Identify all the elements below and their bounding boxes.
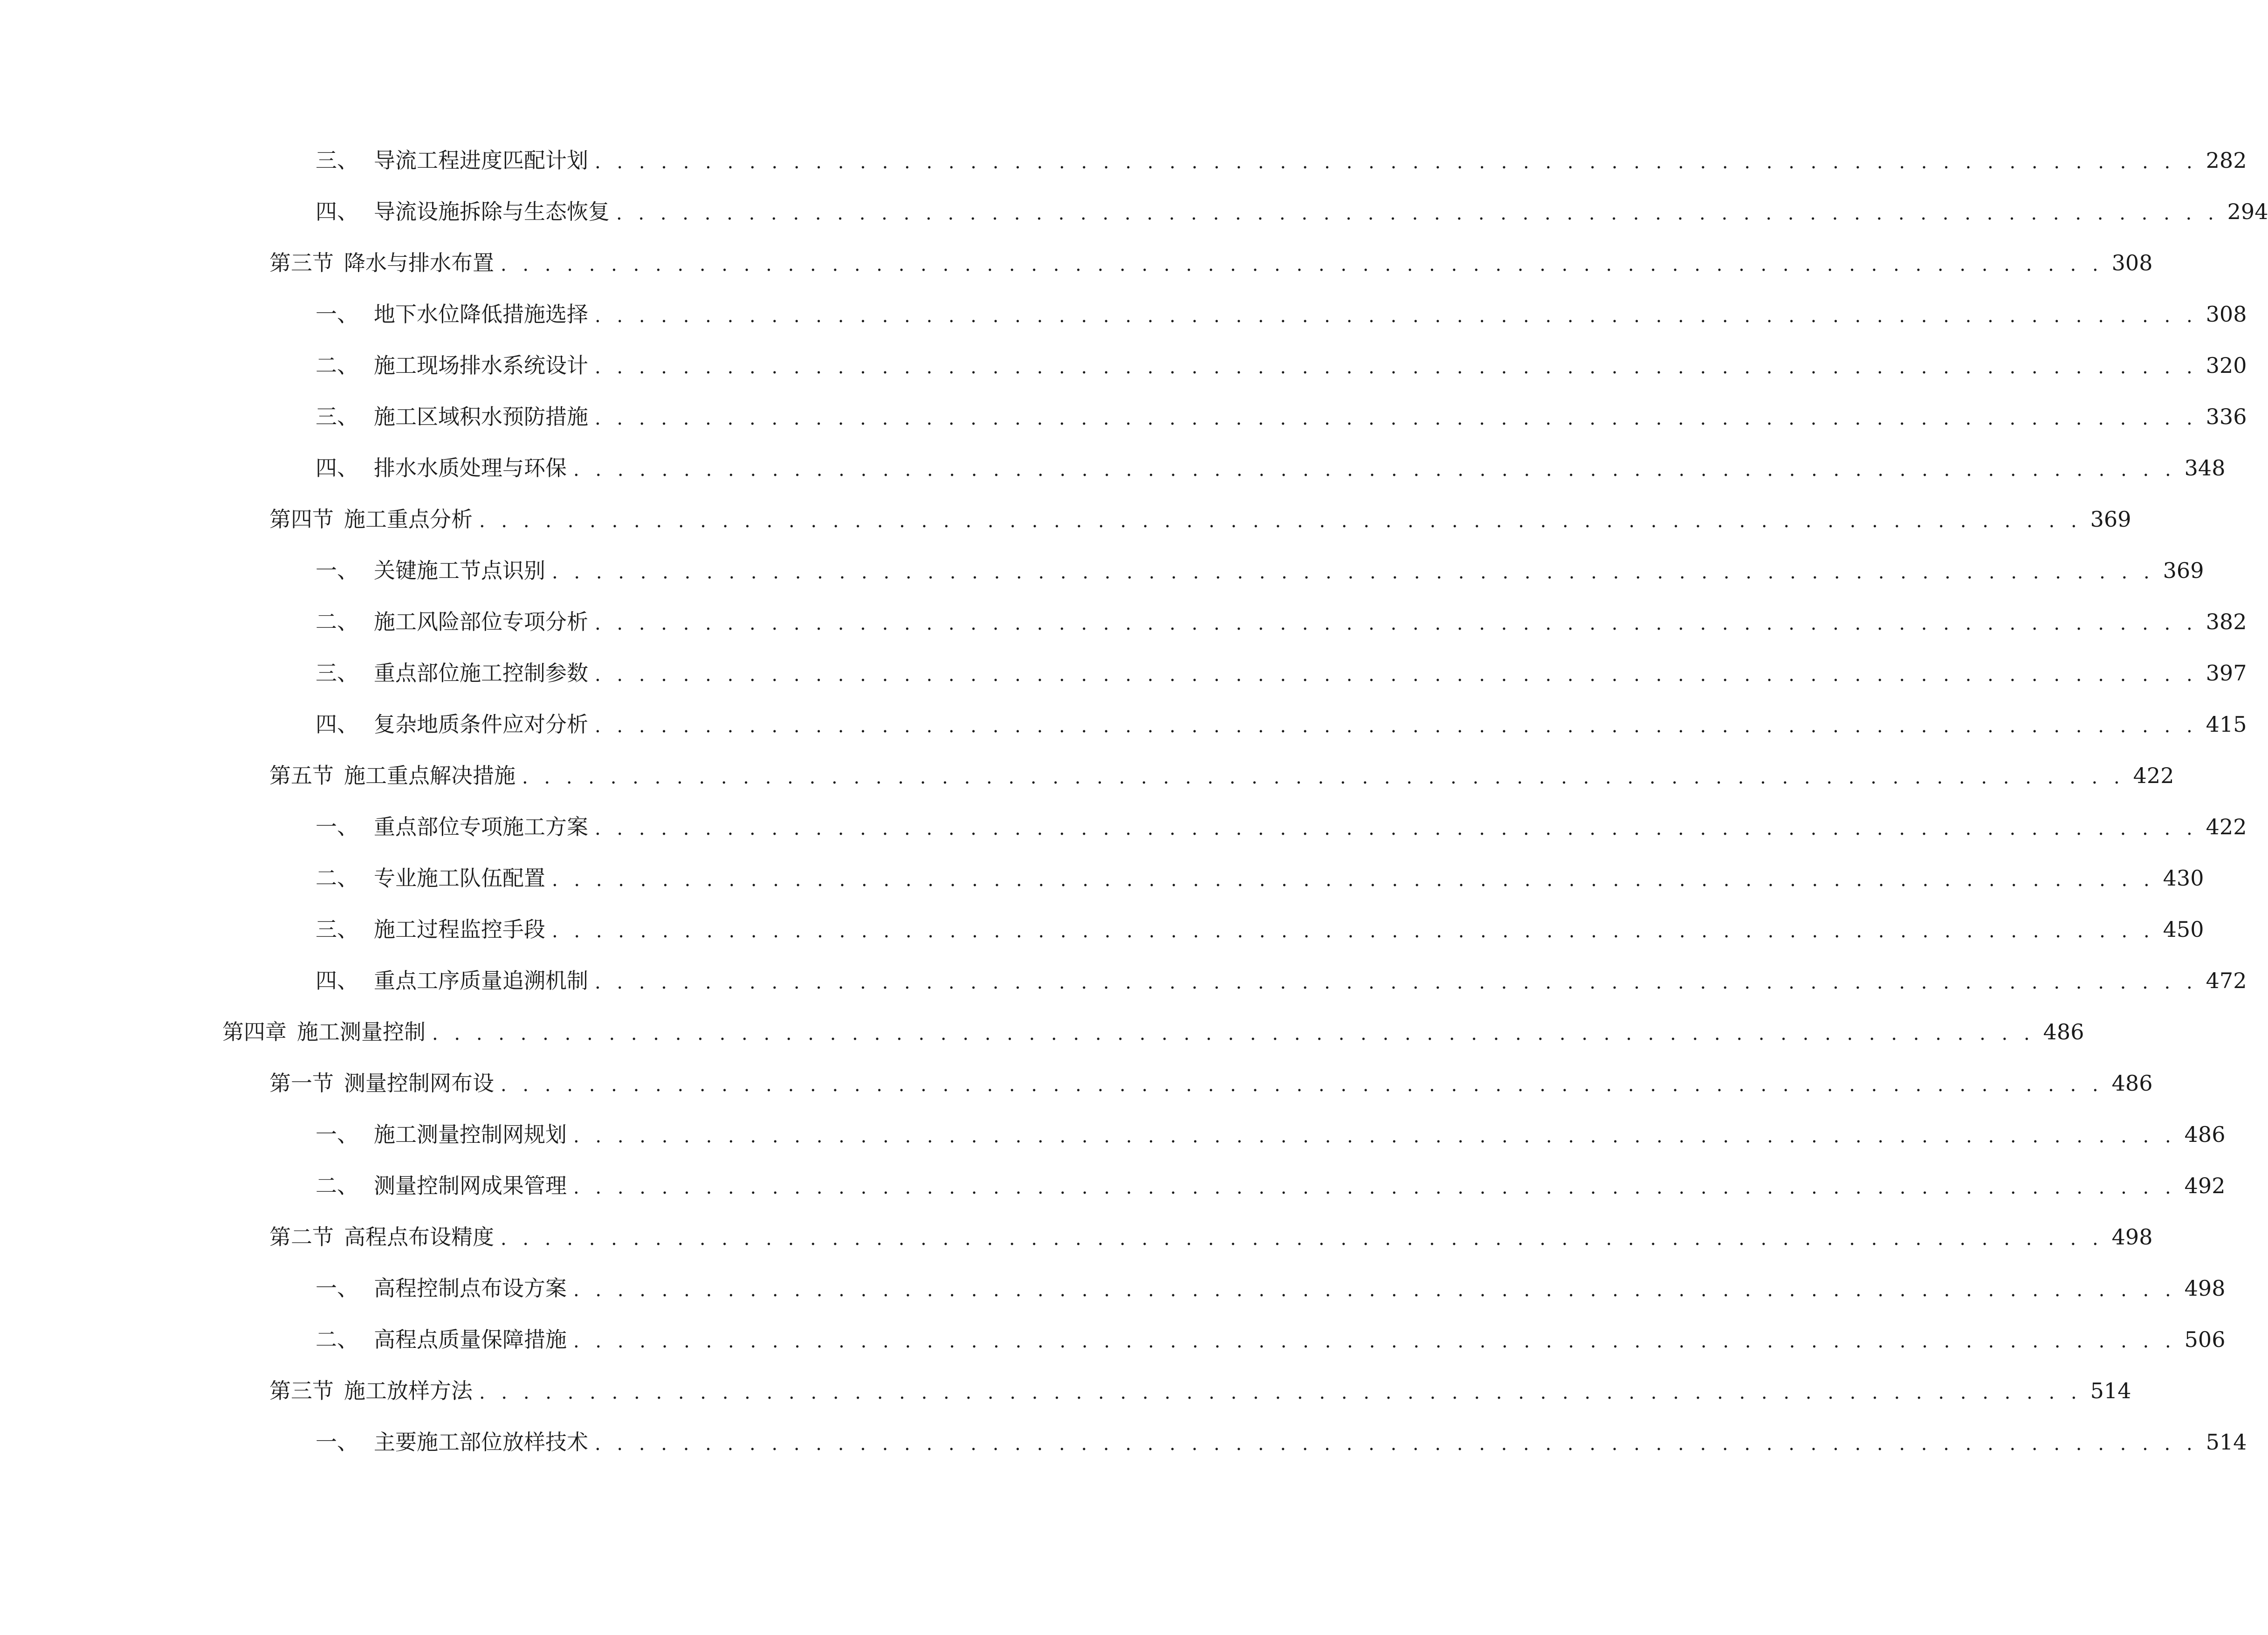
toc-entry[interactable] — [0, 904, 2204, 955]
dot-leader: . . . . . . . . . . . . . . . . . . . . . . . . . . . . . . . . . . . . . . . . . . . . . . . . . . . . . . . . . . . . . . . . . . . . . . . . . — [552, 869, 2155, 891]
table-of-contents — [0, 135, 2268, 1468]
toc-entry-title: 复杂地质条件应对分析 — [374, 712, 588, 737]
toc-entry-title: 导流设施拆除与生态恢复 — [374, 199, 610, 224]
toc-entry-page-number: 308 — [2111, 250, 2153, 275]
toc-entry-text — [269, 252, 494, 274]
dot-leader: . . . . . . . . . . . . . . . . . . . . . . . . . . . . . . . . . . . . . . . . . . . . . . . . . . . . . . . . . . . . . . . . . . . . . . . . . — [501, 1074, 2103, 1096]
toc-entry-text — [316, 150, 588, 171]
dot-leader: . . . . . . . . . . . . . . . . . . . . . . . . . . . . . . . . . . . . . . . . . . . . . . . . . . . . . . . . . . . . . . . . . . . . . . . . . — [552, 921, 2155, 942]
toc-entry-text — [316, 1329, 567, 1350]
toc-entry-page-number: 415 — [2206, 712, 2247, 737]
toc-entry-title: 重点部位施工控制参数 — [374, 660, 588, 686]
toc-entry-title: 施工重点分析 — [344, 507, 473, 532]
toc-entry-title: 高程点质量保障措施 — [374, 1327, 567, 1352]
dot-leader: . . . . . . . . . . . . . . . . . . . . . . . . . . . . . . . . . . . . . . . . . . . . . . . . . . . . . . . . . . . . . . . . . . . . . . . . . — [573, 1279, 2176, 1301]
toc-entry-text — [316, 1124, 567, 1145]
toc-entry[interactable] — [0, 955, 2247, 1006]
toc-entry-page-number: 430 — [2163, 866, 2204, 891]
toc-entry-number: 一、 — [316, 1276, 358, 1301]
toc-entry-text — [316, 970, 588, 991]
toc-entry[interactable] — [0, 289, 2247, 340]
toc-entry-number: 三、 — [316, 917, 358, 942]
toc-entry-page-number: 506 — [2184, 1327, 2226, 1352]
dot-leader: . . . . . . . . . . . . . . . . . . . . . . . . . . . . . . . . . . . . . . . . . . . . . . . . . . . . . . . . . . . . . . . . . . . . . . . . . — [595, 664, 2198, 686]
toc-entry-text — [316, 355, 588, 376]
toc-entry-text — [316, 201, 610, 222]
toc-entry[interactable] — [0, 1211, 2153, 1263]
toc-entry-page-number: 498 — [2111, 1224, 2153, 1250]
dot-leader: . . . . . . . . . . . . . . . . . . . . . . . . . . . . . . . . . . . . . . . . . . . . . . . . . . . . . . . . . . . . . . . . . . . . . . . . . — [595, 408, 2198, 429]
toc-entry[interactable] — [0, 1109, 2226, 1160]
toc-entry[interactable] — [0, 494, 2131, 545]
toc-entry-number: 第三节 — [269, 1378, 334, 1403]
toc-entry-title: 施工放样方法 — [344, 1378, 473, 1403]
dot-leader: . . . . . . . . . . . . . . . . . . . . . . . . . . . . . . . . . . . . . . . . . . . . . . . . . . . . . . . . . . . . . . . . . . . . . . . . . — [573, 459, 2176, 481]
toc-entry-text — [316, 919, 545, 940]
toc-entry-page-number: 308 — [2206, 302, 2247, 327]
toc-entry-title: 施工测量控制 — [297, 1019, 426, 1044]
toc-entry-page-number: 348 — [2184, 455, 2226, 481]
dot-leader: . . . . . . . . . . . . . . . . . . . . . . . . . . . . . . . . . . . . . . . . . . . . . . . . . . . . . . . . . . . . . . . . . . . . . . . . . — [616, 203, 2219, 224]
dot-leader: . . . . . . . . . . . . . . . . . . . . . . . . . . . . . . . . . . . . . . . . . . . . . . . . . . . . . . . . . . . . . . . . . . . . . . . . . — [479, 1382, 2082, 1403]
dot-leader: . . . . . . . . . . . . . . . . . . . . . . . . . . . . . . . . . . . . . . . . . . . . . . . . . . . . . . . . . . . . . . . . . . . . . . . . . — [595, 715, 2198, 737]
toc-entry-title: 关键施工节点识别 — [374, 558, 545, 583]
toc-entry-text — [316, 1175, 567, 1196]
toc-entry-number: 第四节 — [269, 507, 334, 532]
toc-entry-page-number: 294 — [2227, 199, 2268, 224]
dot-leader: . . . . . . . . . . . . . . . . . . . . . . . . . . . . . . . . . . . . . . . . . . . . . . . . . . . . . . . . . . . . . . . . . . . . . . . . . — [552, 562, 2155, 583]
toc-entry-text — [316, 1278, 567, 1299]
toc-entry[interactable] — [0, 1058, 2153, 1109]
toc-entry-page-number: 498 — [2184, 1276, 2226, 1301]
toc-entry-title: 地下水位降低措施选择 — [374, 302, 588, 327]
toc-entry-number: 一、 — [316, 1122, 358, 1147]
toc-entry[interactable] — [0, 237, 2153, 289]
toc-entry-text — [316, 662, 588, 684]
toc-entry[interactable] — [0, 1160, 2226, 1211]
toc-entry-title: 施工区域积水预防措施 — [374, 404, 588, 429]
toc-entry-number: 第五节 — [269, 763, 334, 788]
dot-leader: . . . . . . . . . . . . . . . . . . . . . . . . . . . . . . . . . . . . . . . . . . . . . . . . . . . . . . . . . . . . . . . . . . . . . . . . . — [479, 510, 2082, 532]
dot-leader: . . . . . . . . . . . . . . . . . . . . . . . . . . . . . . . . . . . . . . . . . . . . . . . . . . . . . . . . . . . . . . . . . . . . . . . . . — [595, 305, 2198, 327]
dot-leader: . . . . . . . . . . . . . . . . . . . . . . . . . . . . . . . . . . . . . . . . . . . . . . . . . . . . . . . . . . . . . . . . . . . . . . . . . — [501, 1228, 2103, 1250]
dot-leader: . . . . . . . . . . . . . . . . . . . . . . . . . . . . . . . . . . . . . . . . . . . . . . . . . . . . . . . . . . . . . . . . . . . . . . . . . — [595, 972, 2198, 993]
toc-entry[interactable] — [0, 1416, 2247, 1468]
toc-entry-number: 四、 — [316, 712, 358, 737]
toc-entry-title: 施工现场排水系统设计 — [374, 353, 588, 378]
toc-entry[interactable] — [0, 750, 2174, 801]
toc-entry-page-number: 336 — [2206, 404, 2247, 429]
toc-entry-number: 二、 — [316, 1173, 358, 1198]
toc-entry-number: 四、 — [316, 199, 358, 224]
toc-entry-title: 施工测量控制网规划 — [374, 1122, 567, 1147]
toc-entry-text — [316, 714, 588, 735]
toc-entry-text — [269, 765, 515, 786]
toc-entry-title: 重点工序质量追溯机制 — [374, 968, 588, 993]
toc-entry-page-number: 422 — [2133, 763, 2174, 788]
toc-entry[interactable] — [0, 1263, 2226, 1314]
toc-entry-number: 第三节 — [269, 250, 334, 275]
toc-entry-text — [316, 303, 588, 325]
dot-leader: . . . . . . . . . . . . . . . . . . . . . . . . . . . . . . . . . . . . . . . . . . . . . . . . . . . . . . . . . . . . . . . . . . . . . . . . . — [595, 818, 2198, 839]
toc-entry-title: 施工过程监控手段 — [374, 917, 545, 942]
toc-entry-page-number: 486 — [2111, 1071, 2153, 1096]
toc-entry-number: 四、 — [316, 455, 358, 481]
toc-entry-page-number: 320 — [2206, 353, 2247, 378]
toc-entry-number: 第二节 — [269, 1224, 334, 1250]
toc-entry[interactable] — [0, 801, 2247, 852]
toc-entry[interactable] — [0, 699, 2247, 750]
toc-entry-title: 施工风险部位专项分析 — [374, 609, 588, 634]
toc-entry-page-number: 422 — [2206, 814, 2247, 839]
toc-entry[interactable] — [0, 647, 2247, 699]
toc-entry-number: 二、 — [316, 353, 358, 378]
toc-entry-number: 一、 — [316, 302, 358, 327]
toc-entry-text — [222, 1021, 426, 1043]
toc-entry-title: 排水水质处理与环保 — [374, 455, 567, 481]
toc-entry-text — [316, 867, 545, 889]
toc-entry-title: 测量控制网成果管理 — [374, 1173, 567, 1198]
dot-leader: . . . . . . . . . . . . . . . . . . . . . . . . . . . . . . . . . . . . . . . . . . . . . . . . . . . . . . . . . . . . . . . . . . . . . . . . . — [573, 1177, 2176, 1198]
toc-entry-title: 导流工程进度匹配计划 — [374, 148, 588, 173]
toc-entry-number: 一、 — [316, 558, 358, 583]
toc-entry[interactable] — [0, 596, 2247, 647]
toc-entry-page-number: 486 — [2184, 1122, 2226, 1147]
toc-entry-title: 专业施工队伍配置 — [374, 866, 545, 891]
dot-leader: . . . . . . . . . . . . . . . . . . . . . . . . . . . . . . . . . . . . . . . . . . . . . . . . . . . . . . . . . . . . . . . . . . . . . . . . . — [501, 254, 2103, 275]
toc-entry-title: 高程点布设精度 — [344, 1224, 494, 1250]
dot-leader: . . . . . . . . . . . . . . . . . . . . . . . . . . . . . . . . . . . . . . . . . . . . . . . . . . . . . . . . . . . . . . . . . . . . . . . . . — [573, 1126, 2176, 1147]
toc-entry-page-number: 486 — [2043, 1019, 2084, 1044]
toc-entry-text — [316, 457, 567, 479]
toc-entry-number: 三、 — [316, 148, 358, 173]
toc-entry-number: 二、 — [316, 866, 358, 891]
toc-entry-text — [316, 611, 588, 632]
toc-entry-text — [269, 1072, 494, 1094]
toc-entry-number: 一、 — [316, 1429, 358, 1455]
toc-entry-number: 第一节 — [269, 1071, 334, 1096]
toc-entry[interactable] — [0, 1006, 2084, 1058]
dot-leader: . . . . . . . . . . . . . . . . . . . . . . . . . . . . . . . . . . . . . . . . . . . . . . . . . . . . . . . . . . . . . . . . . . . . . . . . . — [595, 1433, 2198, 1455]
toc-entry-page-number: 472 — [2206, 968, 2247, 993]
toc-entry-page-number: 369 — [2090, 507, 2131, 532]
toc-entry-text — [316, 560, 545, 581]
dot-leader: . . . . . . . . . . . . . . . . . . . . . . . . . . . . . . . . . . . . . . . . . . . . . . . . . . . . . . . . . . . . . . . . . . . . . . . . . — [522, 767, 2125, 788]
toc-entry[interactable] — [0, 442, 2226, 494]
toc-entry-number: 一、 — [316, 814, 358, 839]
toc-entry-number: 三、 — [316, 660, 358, 686]
toc-entry-number: 三、 — [316, 404, 358, 429]
toc-entry-title: 施工重点解决措施 — [344, 763, 515, 788]
toc-entry-number: 二、 — [316, 1327, 358, 1352]
dot-leader: . . . . . . . . . . . . . . . . . . . . . . . . . . . . . . . . . . . . . . . . . . . . . . . . . . . . . . . . . . . . . . . . . . . . . . . . . — [595, 357, 2198, 378]
toc-entry-title: 测量控制网布设 — [344, 1071, 494, 1096]
toc-entry-page-number: 282 — [2206, 148, 2247, 173]
toc-entry[interactable] — [0, 1314, 2226, 1365]
dot-leader: . . . . . . . . . . . . . . . . . . . . . . . . . . . . . . . . . . . . . . . . . . . . . . . . . . . . . . . . . . . . . . . . . . . . . . . . . — [595, 151, 2198, 173]
toc-entry-title: 降水与排水布置 — [344, 250, 494, 275]
toc-entry-page-number: 492 — [2184, 1173, 2226, 1198]
toc-entry-title: 重点部位专项施工方案 — [374, 814, 588, 839]
toc-entry-number: 第四章 — [222, 1019, 287, 1044]
dot-leader: . . . . . . . . . . . . . . . . . . . . . . . . . . . . . . . . . . . . . . . . . . . . . . . . . . . . . . . . . . . . . . . . . . . . . . . . . — [432, 1023, 2035, 1044]
toc-entry[interactable] — [0, 545, 2204, 596]
toc-entry-number: 四、 — [316, 968, 358, 993]
toc-entry-text — [316, 1431, 588, 1453]
toc-entry-number: 二、 — [316, 609, 358, 634]
toc-entry-text — [269, 1380, 473, 1401]
dot-leader: . . . . . . . . . . . . . . . . . . . . . . . . . . . . . . . . . . . . . . . . . . . . . . . . . . . . . . . . . . . . . . . . . . . . . . . . . — [595, 613, 2198, 634]
toc-entry-page-number: 382 — [2206, 609, 2247, 634]
toc-entry-title: 主要施工部位放样技术 — [374, 1429, 588, 1455]
toc-entry[interactable] — [0, 340, 2247, 391]
toc-entry-text — [316, 406, 588, 427]
toc-entry-page-number: 397 — [2206, 660, 2247, 686]
toc-entry-page-number: 514 — [2090, 1378, 2131, 1403]
dot-leader: . . . . . . . . . . . . . . . . . . . . . . . . . . . . . . . . . . . . . . . . . . . . . . . . . . . . . . . . . . . . . . . . . . . . . . . . . — [573, 1331, 2176, 1352]
toc-entry-title: 高程控制点布设方案 — [374, 1276, 567, 1301]
toc-entry[interactable] — [0, 135, 2247, 186]
toc-entry[interactable] — [0, 391, 2247, 442]
toc-entry[interactable] — [0, 186, 2268, 237]
toc-entry-text — [316, 816, 588, 838]
toc-entry-text — [269, 508, 473, 530]
toc-entry-page-number: 369 — [2163, 558, 2204, 583]
toc-entry-page-number: 514 — [2206, 1429, 2247, 1455]
toc-entry-page-number: 450 — [2163, 917, 2204, 942]
toc-entry[interactable] — [0, 1365, 2131, 1416]
toc-entry[interactable] — [0, 852, 2204, 904]
toc-entry-text — [269, 1226, 494, 1248]
